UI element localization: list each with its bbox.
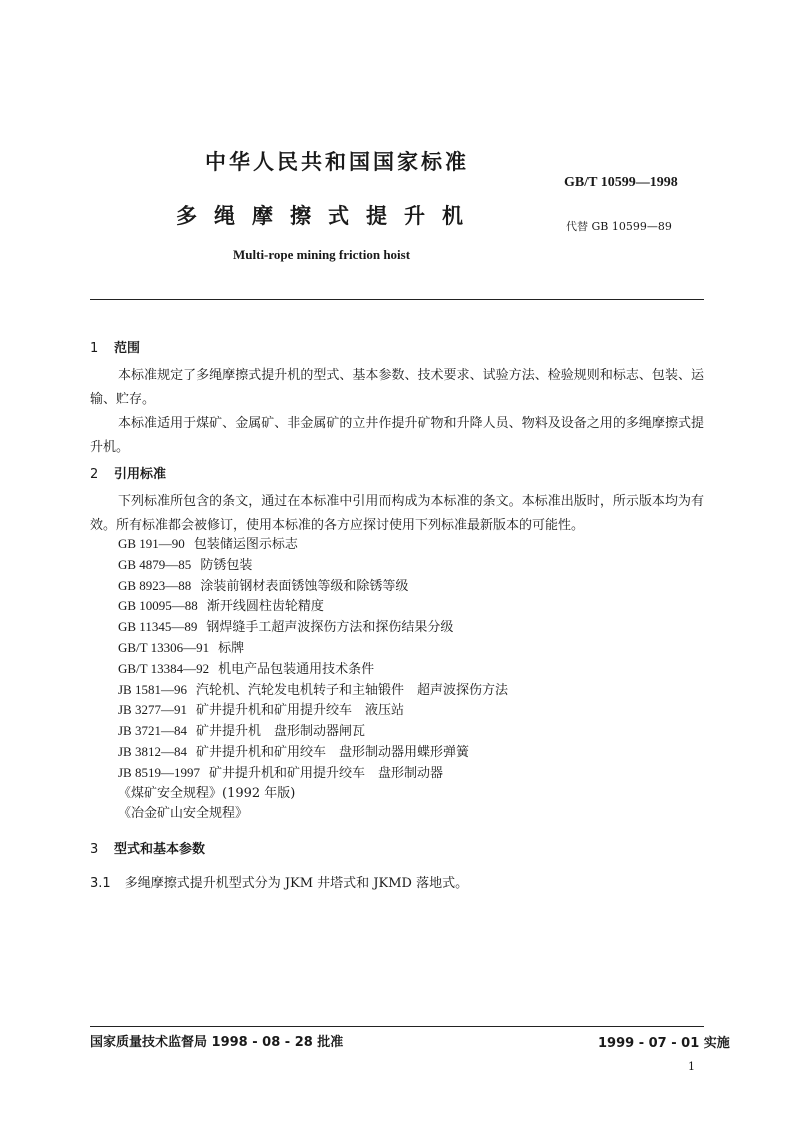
page-number: 1 <box>688 1060 695 1073</box>
reference-title: 渐开线圆柱齿轮精度 <box>206 599 324 615</box>
reference-item <box>118 638 508 659</box>
reference-item <box>118 576 508 597</box>
replaces-standard: 代替 GB 10599—89 <box>566 220 672 233</box>
reference-title: 机电产品包装通用技术条件 <box>218 661 375 677</box>
reference-item <box>118 680 508 701</box>
reference-title: 钢焊缝手工超声波探伤方法和探伤结果分级 <box>206 620 454 636</box>
reference-code: GB 191—90 <box>118 536 185 551</box>
reference-item <box>118 804 508 825</box>
section-3-heading <box>90 838 205 857</box>
reference-code: JB 3277—91 <box>118 702 187 718</box>
reference-code: JB 8519—1997 <box>118 764 200 780</box>
reference-item <box>118 763 508 784</box>
reference-item <box>118 596 508 617</box>
document-title: 多绳摩擦式提升机 <box>176 204 480 228</box>
reference-code: GB/T 13384—92 <box>118 660 210 676</box>
section-2-intro: 下列标准所包含的条文，通过在本标准中引用而构成为本标准的条文。本标准出版时，所示版本均为有效。所有标准都会被修订，使用本标准的各方应探讨使用下列标准最新版本的可能性。 <box>90 494 704 533</box>
section-number: 2 <box>90 467 99 482</box>
national-standard-heading: 中华人民共和国国家标准 <box>205 150 469 174</box>
reference-code: JB 1581—96 <box>118 681 187 697</box>
section-1-paragraph-2: 本标准适用于煤矿、金属矿、非金属矿的立井作提升矿物和升降人员、物料及设备之用的多绳摩擦式提升机。 <box>90 416 704 455</box>
reference-item <box>118 700 508 721</box>
reference-code: JB 3721—84 <box>118 723 187 739</box>
reference-item <box>118 555 508 576</box>
reference-title: 《煤矿安全规程》(1992 年版) <box>118 785 296 801</box>
reference-item <box>118 534 508 555</box>
reference-title: 《冶金矿山安全规程》 <box>118 806 249 822</box>
reference-title: 矿井提升机和矿用绞车 盘形制动器用蝶形弹簧 <box>195 744 469 760</box>
clause-text: 多绳摩擦式提升机型式分为 JKM 井塔式和 JKMD 落地式。 <box>124 876 469 891</box>
reference-title: 矿井提升机 盘形制动器闸瓦 <box>195 724 365 740</box>
reference-list <box>118 534 508 825</box>
clause-3-1 <box>90 872 468 891</box>
reference-item <box>118 784 508 805</box>
reference-title: 防锈包装 <box>200 557 253 573</box>
section-1-heading <box>90 337 140 356</box>
approval-date: 国家质量技术监督局 1998 - 08 - 28 批准 <box>90 1035 344 1050</box>
reference-code: GB 11345—89 <box>118 619 198 635</box>
reference-title: 矿井提升机和矿用提升绞车 液压站 <box>195 703 404 719</box>
section-title: 引用标准 <box>114 467 167 482</box>
reference-code: GB 8923—88 <box>118 577 192 593</box>
section-1-paragraph-1: 本标准规定了多绳摩擦式提升机的型式、基本参数、技术要求、试验方法、检验规则和标志、包装、运输、贮存。 <box>90 368 704 407</box>
clause-number: 3.1 <box>90 876 111 891</box>
reference-code: GB/T 13306—91 <box>118 639 210 655</box>
reference-item <box>118 617 508 638</box>
section-number: 1 <box>90 341 99 356</box>
reference-title: 包装储运图示标志 <box>193 537 298 552</box>
reference-item <box>118 742 508 763</box>
reference-item <box>118 659 508 680</box>
footer-divider <box>90 1026 704 1027</box>
reference-code: GB 10095—88 <box>118 598 198 614</box>
english-title: Multi-rope mining friction hoist <box>233 247 411 262</box>
section-2-heading <box>90 463 166 482</box>
section-title: 范围 <box>114 341 141 356</box>
reference-title: 涂装前钢材表面锈蚀等级和除锈等级 <box>200 578 409 594</box>
effective-date: 1999 - 07 - 01 实施 <box>598 1036 730 1051</box>
reference-item <box>118 721 508 742</box>
reference-title: 汽轮机、汽轮发电机转子和主轴锻件 超声波探伤方法 <box>195 682 508 698</box>
reference-title: 标牌 <box>218 640 245 656</box>
reference-title: 矿井提升机和矿用提升绞车 盘形制动器 <box>208 765 443 781</box>
section-number: 3 <box>90 842 99 857</box>
standard-number: GB/T 10599—1998 <box>564 175 678 190</box>
reference-code: GB 4879—85 <box>118 556 192 572</box>
reference-code: JB 3812—84 <box>118 743 187 759</box>
section-title: 型式和基本参数 <box>114 842 206 857</box>
header-divider <box>90 299 704 300</box>
